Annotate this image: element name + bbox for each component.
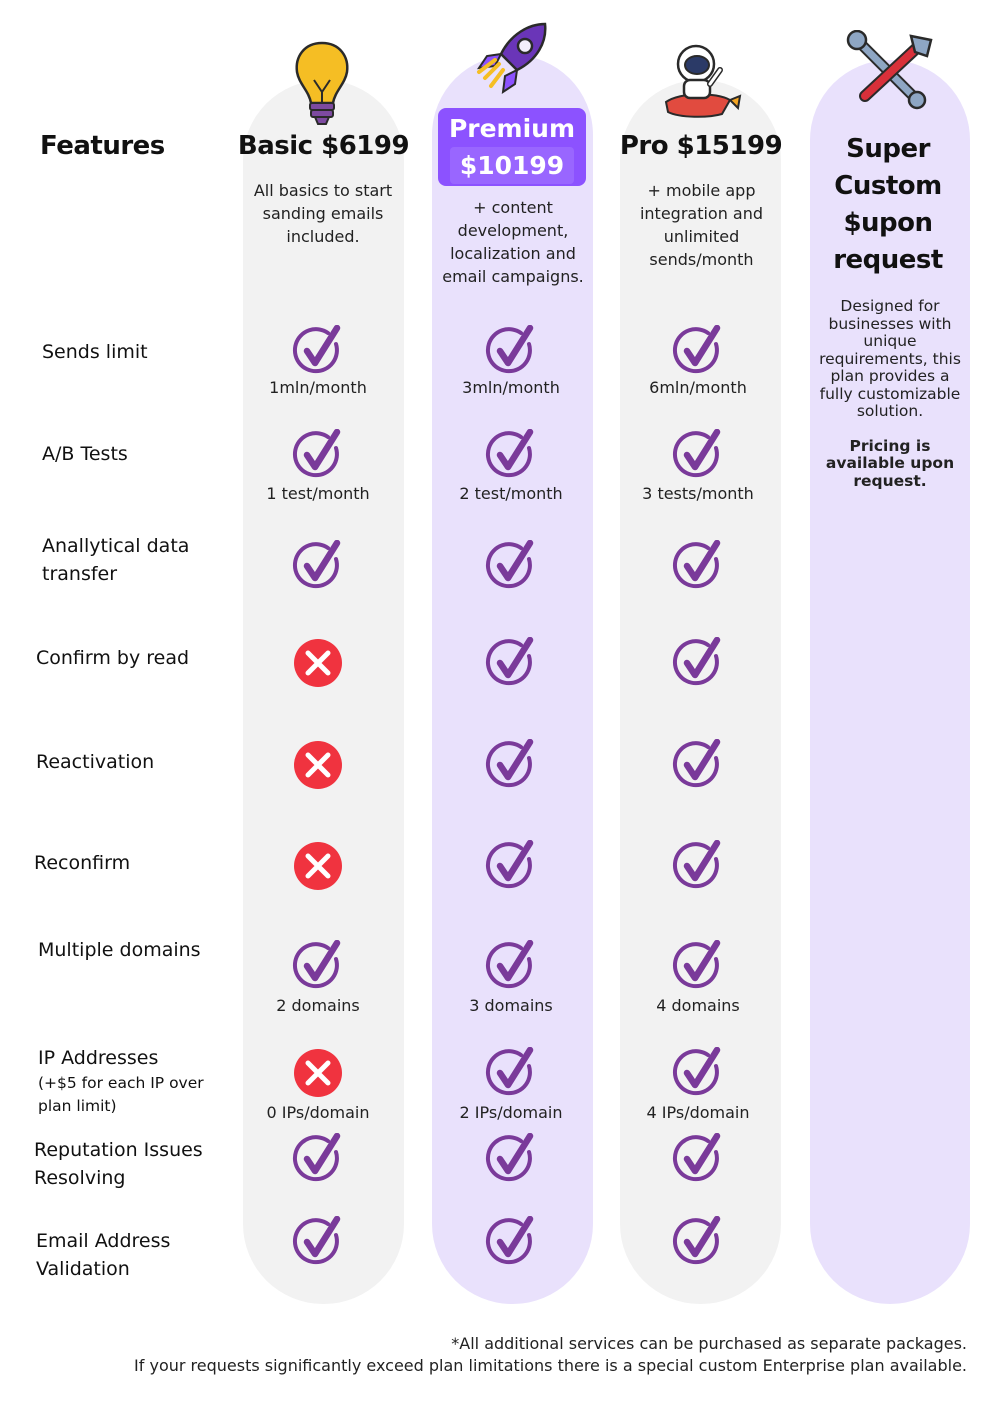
x-circle-icon bbox=[292, 637, 344, 689]
check-circle-icon bbox=[672, 1047, 724, 1099]
premium-plan-limit-value: 2 IPs/domain bbox=[459, 1103, 563, 1122]
feature-label-text: Reactivation bbox=[36, 751, 155, 773]
pro-plan-limit-value: 4 IPs/domain bbox=[646, 1103, 750, 1122]
custom-plan-description bbox=[814, 298, 966, 490]
feature-label bbox=[36, 644, 236, 672]
feature-label bbox=[38, 1044, 238, 1118]
check-circle-icon bbox=[672, 840, 724, 892]
check-circle-icon bbox=[292, 540, 344, 592]
features-heading: Features bbox=[40, 131, 165, 161]
footer-note-enterprise-plan: If your requests significantly exceed plan limitations there is a special custom Enterprise plan available. bbox=[134, 1356, 967, 1375]
premium-plan-description: + content development, localization and email campaigns. bbox=[442, 198, 584, 286]
feature-label-text: IP Addresses bbox=[38, 1047, 159, 1069]
pro-plan-title: Pro $15199 bbox=[619, 131, 783, 161]
check-circle-icon bbox=[292, 429, 344, 481]
check-circle-icon bbox=[672, 540, 724, 592]
feature-label bbox=[34, 1136, 234, 1192]
feature-label bbox=[36, 748, 236, 776]
feature-label-note: (+$5 for each IP over plan limit) bbox=[38, 1074, 204, 1115]
check-circle-icon bbox=[672, 739, 724, 791]
check-circle-icon bbox=[672, 325, 724, 377]
basic-plan-limit-value: 2 domains bbox=[276, 996, 360, 1015]
check-circle-icon bbox=[485, 1047, 537, 1099]
check-circle-icon bbox=[672, 940, 724, 992]
pro-plan-limit-value: 3 tests/month bbox=[642, 484, 754, 503]
feature-label-text: Reconfirm bbox=[34, 852, 131, 874]
basic-plan-title: Basic $6199 bbox=[237, 131, 410, 161]
custom-plan-title: Super Custom $upon request bbox=[833, 134, 943, 275]
feature-label bbox=[42, 440, 242, 468]
lightbulb-icon bbox=[292, 40, 352, 126]
feature-label bbox=[36, 1227, 236, 1283]
check-circle-icon bbox=[292, 1216, 344, 1268]
basic-plan-limit-value: 1mln/month bbox=[269, 378, 367, 397]
x-circle-icon bbox=[292, 739, 344, 791]
check-circle-icon bbox=[485, 1216, 537, 1268]
check-circle-icon bbox=[672, 1216, 724, 1268]
feature-label-text: Reputation Issues Resolving bbox=[34, 1139, 203, 1189]
astronaut-icon bbox=[660, 40, 744, 120]
basic-plan-limit-value: 0 IPs/domain bbox=[266, 1103, 370, 1122]
premium-plan-limit-value: 3 domains bbox=[469, 996, 553, 1015]
check-circle-icon bbox=[292, 940, 344, 992]
check-circle-icon bbox=[292, 1133, 344, 1185]
feature-label-text: Multiple domains bbox=[38, 939, 201, 961]
feature-label-text: Confirm by read bbox=[36, 647, 190, 669]
feature-label bbox=[42, 338, 242, 366]
pro-plan-description: + mobile app integration and unlimited sends/month bbox=[639, 181, 764, 269]
check-circle-icon bbox=[485, 637, 537, 689]
premium-plan-name: Premium bbox=[448, 114, 576, 143]
feature-label bbox=[42, 532, 242, 588]
check-circle-icon bbox=[485, 739, 537, 791]
check-circle-icon bbox=[672, 1133, 724, 1185]
wrench-tools-icon bbox=[845, 30, 935, 110]
custom-plan-pricing-note: Pricing is available upon request. bbox=[825, 436, 955, 490]
feature-label-text: Email Address Validation bbox=[36, 1230, 171, 1280]
check-circle-icon bbox=[485, 840, 537, 892]
check-circle-icon bbox=[485, 325, 537, 377]
premium-plan-badge bbox=[438, 108, 586, 186]
check-circle-icon bbox=[672, 429, 724, 481]
feature-label bbox=[38, 936, 238, 964]
basic-plan-limit-value: 1 test/month bbox=[266, 484, 370, 503]
rocket-icon bbox=[471, 20, 551, 100]
check-circle-icon bbox=[485, 1133, 537, 1185]
check-circle-icon bbox=[485, 540, 537, 592]
feature-label-text: A/B Tests bbox=[42, 443, 128, 465]
basic-plan-description: All basics to start sanding emails included. bbox=[253, 181, 393, 246]
x-circle-icon bbox=[292, 840, 344, 892]
feature-label bbox=[34, 849, 234, 877]
check-circle-icon bbox=[485, 429, 537, 481]
premium-plan-limit-value: 2 test/month bbox=[459, 484, 563, 503]
check-circle-icon bbox=[292, 325, 344, 377]
x-circle-icon bbox=[292, 1047, 344, 1099]
pro-plan-limit-value: 4 domains bbox=[656, 996, 740, 1015]
pro-plan-limit-value: 6mln/month bbox=[649, 378, 747, 397]
check-circle-icon bbox=[672, 637, 724, 689]
feature-label-text: Anallytical data transfer bbox=[42, 535, 190, 585]
feature-label-text: Sends limit bbox=[42, 341, 148, 363]
custom-plan-description-text: Designed for businesses with unique requirements, this plan provides a fully customizable solution. bbox=[819, 297, 961, 420]
check-circle-icon bbox=[485, 940, 537, 992]
footer-note-additional-services: *All additional services can be purchased as separate packages. bbox=[451, 1334, 967, 1353]
premium-plan-price: $10199 bbox=[450, 147, 574, 184]
premium-plan-limit-value: 3mln/month bbox=[462, 378, 560, 397]
